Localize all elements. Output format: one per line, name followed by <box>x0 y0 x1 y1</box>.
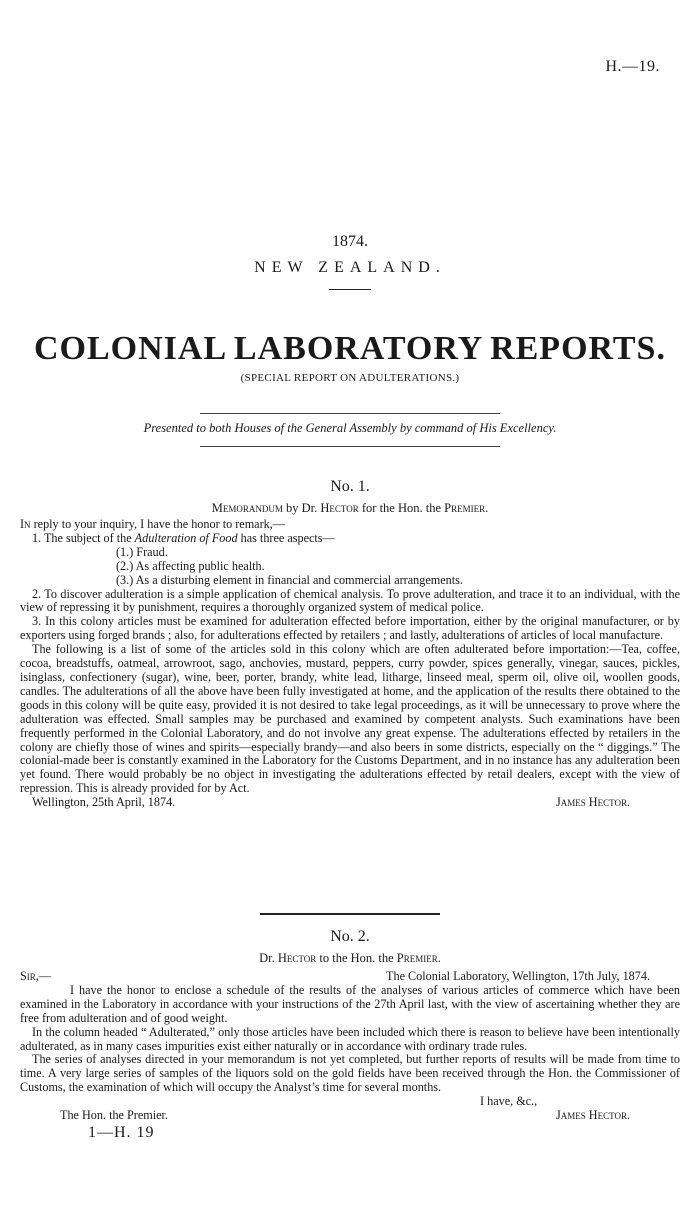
letter-body-no2 <box>20 970 680 1143</box>
paragraph-3: 3. In this colony articles must be examined for adulteration effected before importation, either by the original manufacturer, or by exporters using forged brands ; also, for adulterations effected by retailers ; and lastly, adulterations of articles of local manufacture. <box>20 614 680 643</box>
paragraph-4: The following is a list of some of the articles sold in this colony which are often adulterated before importation:—Tea, coffee, cocoa, breadstuffs, oatmeal, arrowroot, sago, anchovies, mustard, peppers, curry powder, spices generally, vinegar, sauces, pickles, isinglass, confectionery (sugar), wine, beer, porter, brandy, white lead, litharge, linseed meal, sperm oil, olive oil, woollen goods, candles. The adulterations of all the above have been fully investigated at home, and the application of the results there obtained to the goods in this colony will be quite easy, provided it is not desired to take legal proceedings, as it will be unnecessary to prove where the adulteration was effected. Small samples may be purchased and examined by competent analysts. Such examinations have been frequently performed in the Colonial Laboratory, and do not involve any great expense. The adulterations effected by retailers in the colony are chiefly those of wines and spirits—especially brandy—and also beers in some districts, especially on the “ diggings.” The colonial-made beer is constantly examined in the Laboratory for the Customs Department, and in no instance has any adulteration been yet found. There would probably be no object in investigating the adulterations effected by retail dealers, except with the view of repression. This is already provided for by Act. <box>20 642 680 796</box>
divider-bottom <box>200 446 500 447</box>
letter-paragraph-3: The series of analyses directed in your memorandum is not yet completed, but further reports of results will be made from time to time. A very large series of samples of the liquors sold on the gold fields have been received through the Hon. the Commissioner of Customs, the examination of which will occupy the Analyst’s time for several months. <box>20 1052 680 1095</box>
divider-top <box>200 413 500 414</box>
title-word-1: COLONIAL <box>34 330 228 367</box>
salutation-line <box>20 970 680 984</box>
footer-code: 1—H. 19 <box>88 1123 155 1141</box>
address: The Colonial Laboratory, Wellington, 17th July, 1874. <box>386 969 650 983</box>
letter-paragraph-2: In the column headed “ Adulterated,” only those articles have been included which there is reason to believe have been intentionally adulterated, as in many cases impurities exist either naturally or in accordance with ordinary trade rules. <box>20 1024 680 1053</box>
presented-line: Presented to both Houses of the General Assembly by command of His Excellency. <box>143 421 557 435</box>
divider-short <box>329 289 371 290</box>
salutation: Sir,— <box>20 969 52 983</box>
signature: James Hector. <box>556 795 630 810</box>
addressee: The Hon. the Premier. <box>60 1108 168 1123</box>
document-year: 1874. <box>332 233 368 250</box>
section-heading-no2: No. 2. <box>330 928 370 945</box>
memo-line-no1: Memorandum by Dr. Hector for the Hon. the Premier. <box>211 501 489 515</box>
list-item: (3.) As a disturbing element in financial and commercial arrangements. <box>116 572 463 587</box>
subtitle: (SPECIAL REPORT ON ADULTERATIONS.) <box>240 372 460 384</box>
letter-paragraph-1: I have the honor to enclose a schedule of the results of the analyses of various articles of commerce which have been examined in the Laboratory in accordance with your instructions of the 27th April last, with the view of ascertaining whether they are free from adulteration and of good weight. <box>20 982 680 1025</box>
paragraph-1: 1. The subject of the Adulteration of Food has three aspects— <box>32 530 335 545</box>
closing: I have, &c., <box>480 1094 538 1109</box>
title-word-2: LABORATORY <box>233 330 484 367</box>
memo-body-no1 <box>20 518 680 810</box>
list-item: (1.) Fraud. <box>116 544 168 559</box>
addressee-line <box>20 1109 680 1123</box>
title-word-3: REPORTS. <box>490 330 666 367</box>
section-heading-no1: No. 1. <box>330 478 370 495</box>
paragraph-2: 2. To discover adulteration is a simple application of chemical analysis. To prove adulteration, and trace it to an individual, with the view of repressing it by punishment, requires a thoroughly organized system of medical police. <box>20 586 680 615</box>
intro-paragraph: In reply to your inquiry, I have the honor to remark,— <box>20 517 285 531</box>
signature: James Hector. <box>556 1108 630 1123</box>
place-date: Wellington, 25th April, 1874. <box>32 795 176 810</box>
memo-line-no2: Dr. Hector to the Hon. the Premier. <box>259 951 441 965</box>
main-title <box>34 330 666 368</box>
signature-line-no1 <box>20 796 680 810</box>
page-reference: H.—19. <box>605 58 660 75</box>
country-heading: NEW ZEALAND. <box>254 259 446 276</box>
list-item: (2.) As affecting public health. <box>116 558 265 573</box>
section-divider <box>260 913 440 915</box>
